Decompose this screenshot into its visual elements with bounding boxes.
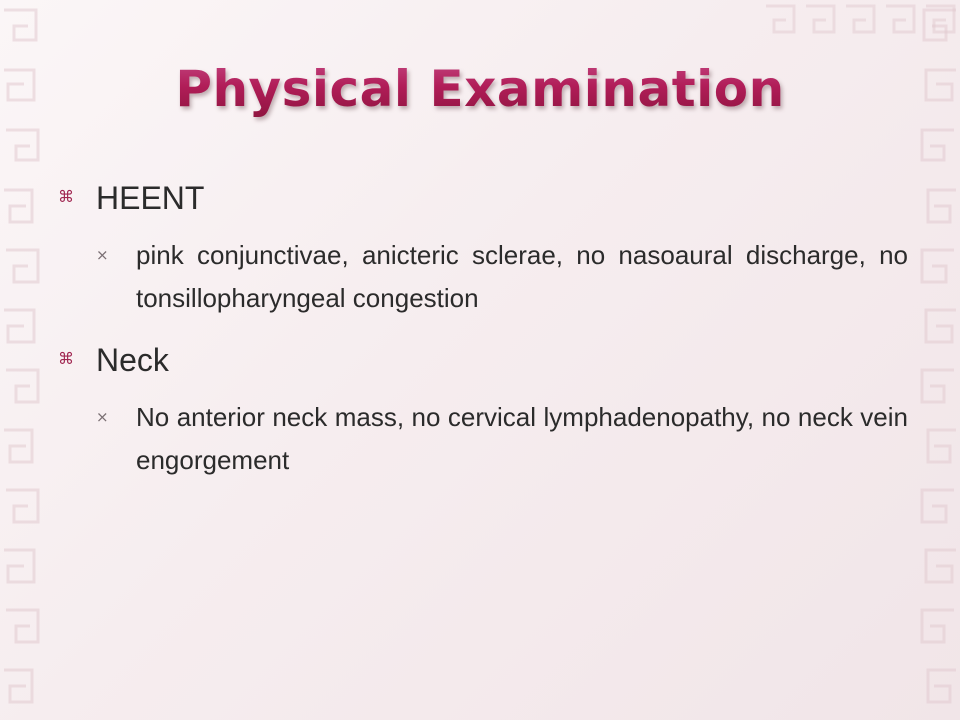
top-right-pattern — [760, 0, 960, 60]
section-heading-text: HEENT — [96, 180, 205, 216]
section-heading-heent — [58, 176, 908, 220]
sub-bullet-text: pink conjunctivae, anicteric sclerae, no nasoaural discharge, no tonsillopharyngeal congestion — [136, 240, 908, 313]
section-heading-neck — [58, 338, 908, 382]
sub-bullet-heent — [96, 234, 908, 320]
sub-bullet-neck — [96, 396, 908, 482]
x-icon: ⨯ — [96, 409, 109, 426]
command-icon: ⌘ — [58, 351, 74, 368]
sub-bullet-text: No anterior neck mass, no cervical lymphadenopathy, no neck vein engorgement — [136, 402, 908, 475]
command-icon: ⌘ — [58, 189, 74, 206]
slide-content — [58, 176, 908, 500]
slide-title: Physical Examination — [0, 60, 960, 118]
section-heading-text: Neck — [96, 342, 169, 378]
x-icon: ⨯ — [96, 247, 109, 264]
